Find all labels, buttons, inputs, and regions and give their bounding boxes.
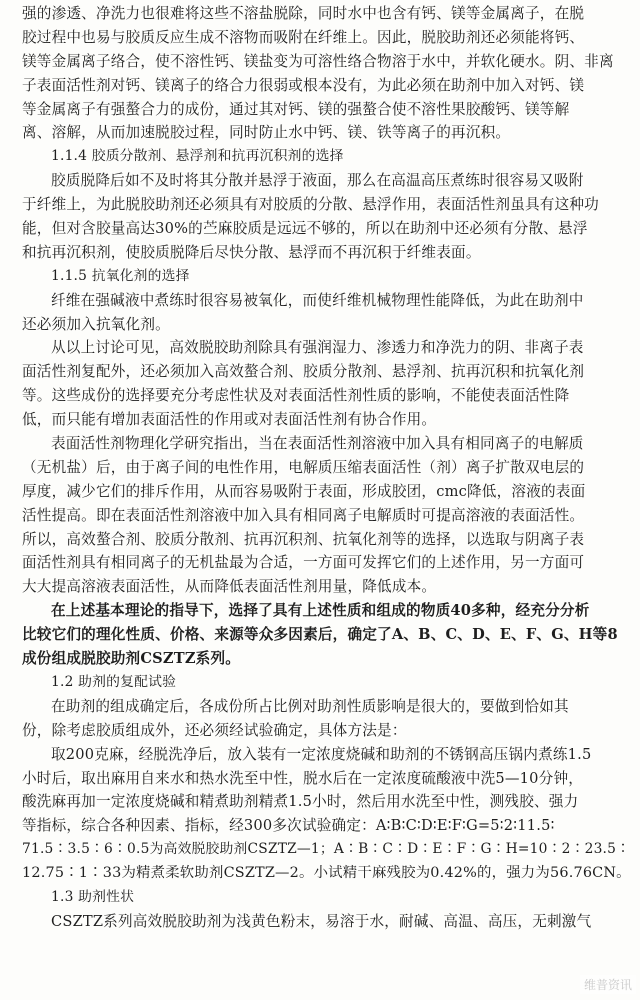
body-line: 厚度，减少它们的排斥作用，从而容易吸附于表面，形成胶团，cmc降低，溶液的表面 <box>22 482 586 500</box>
body-line: 小时后，取出麻用自来水和热水洗至中性，脱水后在一定浓度硫酸液中洗5—10分钟， <box>22 769 584 787</box>
body-line: 酸洗麻再加一定浓度烧碱和精煮助剂精煮1.5小时，然后用水洗至中性，测残胶、强力 <box>22 793 579 811</box>
paragraph-start: 从以上讨论可见，高效脱胶助剂除具有强润湿力、渗透力和净洗力的阴、非离子表 <box>51 339 584 357</box>
body-line: 和抗再沉积剂，使胶质脱降后尽快分散、悬浮而不再沉积于纤维表面。 <box>22 243 481 261</box>
paragraph-start: 纤维在强碱液中煮练时很容易被氧化，而使纤维机械物理性能降低，为此在助剂中 <box>51 291 584 309</box>
paragraph-start: 胶质脱降后如不及时将其分散并悬浮于液面，那么在高温高压煮练时很容易又吸附 <box>51 172 584 190</box>
body-line: 强的渗透、净洗力也很难将这些不溶盐脱除，同时水中也含有钙、镁等金属离子，在脱 <box>22 5 585 22</box>
watermark-label: 维普资讯 <box>580 975 636 994</box>
section-heading-1-2: 1.2 助剂的复配试验 <box>51 673 177 690</box>
paragraph-start: 取200克麻，经脱洗净后，放入装有一定浓度烧碱和助剂的不锈钢高压锅内煮练1.5 <box>51 745 592 763</box>
body-line: 份，除考虑胶质组成外，还必须经试验确定，具体方法是： <box>22 721 407 739</box>
body-line: 胶过程中也易与胶质反应生成不溶物而吸附在纤维上。因此，脱胶助剂还必须能将钙、 <box>22 28 585 46</box>
body-line: 能，但对含胶量高达30%的苎麻胶质是远远不够的，所以在助剂中还必须有分散、悬浮 <box>22 220 588 238</box>
body-line: 大大提高溶液表面活性，从而降低表面活性剂用量，降低成本。 <box>22 578 437 596</box>
body-line: 还必须加入抗氧化剂。 <box>22 315 170 333</box>
paragraph-start: 在助剂的组成确定后，各成份所占比例对助剂性质影响是很大的，要做到恰如其 <box>51 697 569 715</box>
body-line: 成份组成脱胶助剂CSZTZ系列。 <box>22 650 241 668</box>
body-line: 等。这些成份的选择要充分考虑性状及对表面活性剂性质的影响，不能使表面活性降 <box>22 387 570 405</box>
body-line: 低，而只能有增加表面活性的作用或对表面活性剂有协合作用。 <box>22 411 437 429</box>
body-line: 活性提高。即在表面活性剂溶液中加入具有相同离子电解质时可提高溶液的表面活性。 <box>22 506 585 524</box>
body-line: 比较它们的理化性质、价格、来源等众多因素后，确定了A、B、C、D、E、F、G、H等8 <box>22 626 618 644</box>
paragraph-start: 在上述基本理论的指导下，选择了具有上述性质和组成的物质40多种，经充分分析 <box>51 602 590 620</box>
section-heading-1-1-4: 1.1.4 胶质分散剂、悬浮剂和抗再沉积剂的选择 <box>51 148 344 165</box>
paragraph-start: CSZTZ系列高效脱胶助剂为浅黄色粉末，易溶于水，耐碱、高温、高压，无刺激气 <box>51 912 592 930</box>
body-line: 面活性剂复配外，还必须加入高效螯合剂、胶质分散剂、悬浮剂、抗再沉积和抗氧化剂 <box>22 363 585 381</box>
body-line: 等指标，综合各种因素、指标，经300多次试验确定：A∶B∶C∶D∶E∶F∶G=5∶2∶11.5∶ <box>22 817 555 835</box>
body-line: 71.5∶3.5∶6∶0.5为高效脱胶助剂CSZTZ—1；A∶B∶C∶D∶E∶F∶G∶H=10∶2∶23.5∶ <box>22 841 631 858</box>
body-line: 离、溶解，从而加速脱胶过程，同时防止水中钙、镁、铁等离子的再沉积。 <box>22 124 511 142</box>
page-text <box>22 2 634 934</box>
body-line: 子表面活性剂对钙、镁离子的络合力很弱或根本没有，为此必须在助剂中加入对钙、镁 <box>22 76 585 94</box>
body-line: 镁等金属离子络合，使不溶性钙、镁盐变为可溶性络合物溶于水中，并软化硬水。阴、非离 <box>22 52 614 70</box>
body-line: 于纤维上，为此脱胶助剂还必须具有对胶质的分散、悬浮作用，表面活性剂虽具有这种功 <box>22 196 599 214</box>
body-line: （无机盐）后，由于离子间的电性作用，电解质压缩表面活性（剂）离子扩散双电层的 <box>22 458 585 476</box>
body-line: 面活性剂具有相同离子的无机盐最为合适，一方面可发挥它们的上述作用，另一方面可 <box>22 554 585 572</box>
section-heading-1-1-5: 1.1.5 抗氧化剂的选择 <box>51 267 190 284</box>
body-line: 等金属离子有强螯合力的成份，通过其对钙、镁的强螯合使不溶性果胶酸钙、镁等解 <box>22 100 570 118</box>
body-line: 12.75∶1∶33为精煮柔软助剂CSZTZ—2。小试精干麻残胶为0.42%的，强力为56.76CN。 <box>22 865 631 882</box>
section-heading-1-3: 1.3 助剂性状 <box>51 888 135 905</box>
paragraph-start: 表面活性剂物理化学研究指出，当在表面活性剂溶液中加入具有相同离子的电解质 <box>51 435 584 453</box>
body-line: 所以，高效螯合剂、胶质分散剂、抗再沉积剂、抗氧化剂等的选择，以选取与阴离子表 <box>22 530 585 548</box>
